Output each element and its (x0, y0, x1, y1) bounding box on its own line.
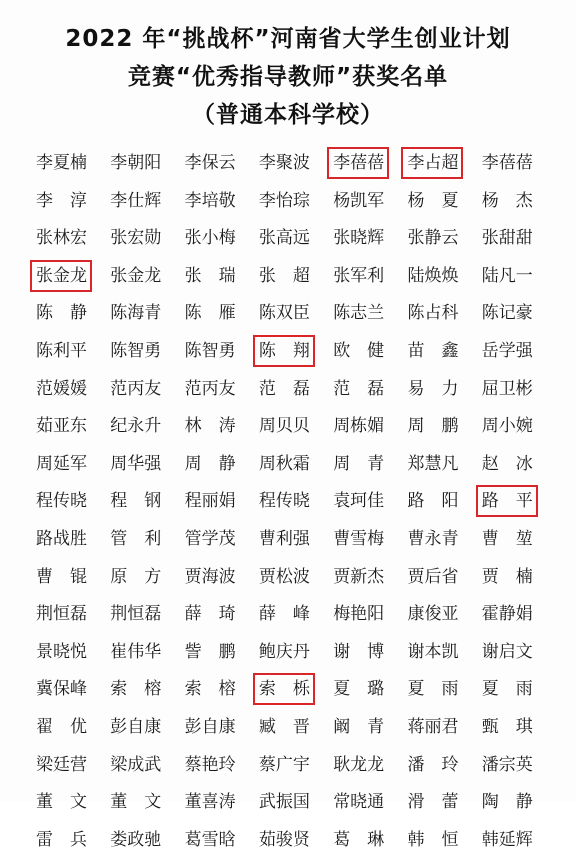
name-cell (478, 295, 552, 333)
teacher-name: 杨凯军 (333, 190, 385, 211)
name-cell (32, 596, 106, 634)
teacher-name: 夏 雨 (407, 679, 459, 700)
teacher-name: 谢启文 (481, 641, 533, 662)
teacher-name: 李聚波 (258, 153, 310, 173)
name-cell (329, 220, 403, 258)
name-cell (32, 483, 106, 521)
teacher-name: 张高远 (258, 228, 310, 249)
teacher-name: 程传晓 (258, 491, 310, 512)
name-cell (403, 220, 477, 258)
teacher-name: 蔡广宇 (258, 754, 310, 775)
name-cell (255, 709, 329, 747)
teacher-name: 陶 静 (481, 792, 533, 813)
teacher-name: 曹永青 (407, 528, 459, 549)
name-cell (403, 784, 477, 822)
teacher-name: 冀保峰 (36, 679, 87, 700)
name-cell (403, 295, 477, 333)
name-cell (181, 220, 255, 258)
name-cell (329, 408, 403, 446)
name-cell (32, 408, 106, 446)
teacher-name: 周秋霜 (258, 453, 310, 474)
name-cell (255, 747, 329, 785)
award-names-table (32, 145, 552, 859)
teacher-name: 周 静 (184, 453, 236, 474)
teacher-name: 荆恒磊 (36, 604, 87, 625)
teacher-name: 梁成武 (110, 754, 162, 775)
name-cell (181, 784, 255, 822)
teacher-name: 范 磊 (258, 378, 310, 399)
name-cell (478, 784, 552, 822)
teacher-name: 袁珂佳 (333, 491, 385, 512)
name-cell (255, 258, 329, 296)
name-cell (403, 408, 477, 446)
teacher-name: 周延军 (36, 453, 87, 474)
teacher-name: 武振国 (258, 792, 310, 813)
teacher-name: 康俊亚 (407, 604, 459, 625)
teacher-name: 郑慧凡 (407, 453, 459, 474)
teacher-name: 李蓓蓓 (329, 149, 387, 177)
name-cell (329, 784, 403, 822)
teacher-name: 訾 鹏 (184, 641, 236, 662)
teacher-name: 苗 鑫 (407, 340, 459, 361)
name-cell (32, 747, 106, 785)
name-cell (329, 371, 403, 409)
name-cell (255, 822, 329, 859)
name-cell (181, 371, 255, 409)
name-cell (478, 634, 552, 672)
name-cell (181, 295, 255, 333)
name-cell (403, 521, 477, 559)
teacher-name: 欧 健 (333, 340, 385, 361)
teacher-name: 张小梅 (184, 228, 236, 249)
teacher-name: 彭自康 (184, 716, 236, 737)
teacher-name: 路 平 (478, 487, 536, 515)
name-cell (106, 333, 180, 371)
name-cell (106, 709, 180, 747)
name-cell (181, 408, 255, 446)
name-cell (106, 483, 180, 521)
teacher-name: 常晓通 (333, 792, 385, 813)
name-cell (255, 295, 329, 333)
teacher-name: 程 钢 (110, 491, 162, 512)
teacher-name: 贾新杰 (333, 566, 385, 587)
name-cell (329, 333, 403, 371)
teacher-name: 曹利强 (258, 528, 310, 549)
teacher-name: 程丽娟 (184, 491, 236, 512)
name-cell (181, 183, 255, 221)
teacher-name: 谢 博 (333, 641, 385, 662)
name-cell (403, 183, 477, 221)
name-cell (181, 747, 255, 785)
highlighted-name-cell (478, 483, 552, 521)
name-cell (478, 408, 552, 446)
teacher-name: 张金龙 (32, 262, 90, 290)
name-cell (329, 596, 403, 634)
name-cell (403, 371, 477, 409)
teacher-name: 臧 晋 (258, 716, 310, 737)
teacher-name: 贾海波 (184, 566, 236, 587)
teacher-name: 杨 杰 (481, 190, 533, 211)
name-cell (181, 483, 255, 521)
name-cell (478, 371, 552, 409)
name-cell (106, 822, 180, 859)
teacher-name: 滑 蕾 (407, 792, 459, 813)
teacher-name: 李仕辉 (110, 190, 162, 211)
name-cell (32, 145, 106, 183)
name-cell (403, 634, 477, 672)
name-cell (255, 371, 329, 409)
name-cell (255, 559, 329, 597)
teacher-name: 索 榕 (184, 679, 236, 700)
name-cell (106, 145, 180, 183)
teacher-name: 纪永升 (110, 416, 162, 437)
teacher-name: 彭自康 (110, 716, 162, 737)
teacher-name: 蔡艳玲 (184, 754, 236, 775)
name-cell (403, 258, 477, 296)
name-cell (478, 446, 552, 484)
name-cell (32, 446, 106, 484)
teacher-name: 薛 琦 (184, 604, 236, 625)
teacher-name: 梅艳阳 (333, 604, 385, 625)
teacher-name: 张甜甜 (481, 228, 533, 249)
teacher-name: 陈志兰 (333, 303, 385, 324)
teacher-name: 霍静娟 (481, 604, 533, 625)
teacher-name: 李朝阳 (110, 153, 162, 173)
name-cell (478, 521, 552, 559)
teacher-name: 张林宏 (36, 228, 87, 249)
teacher-name: 索 榕 (110, 679, 162, 700)
teacher-name: 董喜涛 (184, 792, 236, 813)
name-cell (32, 371, 106, 409)
name-cell (478, 183, 552, 221)
name-cell (181, 559, 255, 597)
name-cell (181, 671, 255, 709)
name-cell (478, 220, 552, 258)
teacher-name: 周华强 (110, 453, 162, 474)
teacher-name: 董 文 (110, 792, 162, 813)
teacher-name: 李蓓蓓 (481, 153, 533, 173)
teacher-name: 景晓悦 (36, 641, 87, 662)
teacher-name: 杨 夏 (407, 190, 459, 211)
name-cell (329, 709, 403, 747)
teacher-name: 陈利平 (36, 340, 87, 361)
teacher-name: 周 鹏 (407, 416, 459, 437)
teacher-name: 张 超 (258, 265, 310, 286)
name-cell (106, 371, 180, 409)
teacher-name: 范媛媛 (36, 378, 87, 399)
teacher-name: 陈 翔 (255, 337, 313, 365)
teacher-name: 陆凡一 (481, 265, 533, 286)
teacher-name: 陈海青 (110, 303, 162, 324)
teacher-name: 韩 恒 (407, 829, 459, 850)
teacher-name: 贾松波 (258, 566, 310, 587)
teacher-name: 茹亚东 (36, 416, 87, 437)
name-cell (478, 258, 552, 296)
teacher-name: 娄政驰 (110, 829, 162, 850)
teacher-name: 周贝贝 (258, 416, 310, 437)
document-title (0, 20, 576, 134)
teacher-name: 夏 璐 (333, 679, 385, 700)
name-cell (255, 784, 329, 822)
name-cell (181, 521, 255, 559)
teacher-name: 董 文 (36, 792, 87, 813)
teacher-name: 陈 静 (36, 303, 87, 324)
name-cell (181, 596, 255, 634)
teacher-name: 蒋丽君 (407, 716, 459, 737)
name-cell (106, 258, 180, 296)
name-cell (329, 634, 403, 672)
title-line-2: 竞赛“优秀指导教师”获奖名单 (127, 64, 449, 90)
name-cell (106, 295, 180, 333)
name-cell (106, 596, 180, 634)
name-cell (478, 145, 552, 183)
name-cell (329, 559, 403, 597)
name-cell (255, 183, 329, 221)
name-cell (32, 333, 106, 371)
teacher-name: 陈双臣 (258, 303, 310, 324)
teacher-name: 屈卫彬 (481, 378, 533, 399)
name-cell (478, 333, 552, 371)
teacher-name: 潘宗英 (481, 754, 533, 775)
teacher-name: 茹骏贤 (258, 829, 310, 850)
name-cell (403, 596, 477, 634)
highlighted-name-cell (32, 258, 106, 296)
teacher-name: 张军利 (333, 265, 385, 286)
teacher-name: 谢本凯 (407, 641, 459, 662)
teacher-name: 陆焕焕 (407, 265, 459, 286)
teacher-name: 张宏勋 (110, 228, 162, 249)
name-cell (106, 446, 180, 484)
teacher-name: 范 磊 (333, 378, 385, 399)
name-cell (478, 709, 552, 747)
name-cell (32, 709, 106, 747)
teacher-name: 路战胜 (36, 528, 87, 549)
teacher-name: 陈占科 (407, 303, 459, 324)
highlighted-name-cell (403, 145, 477, 183)
teacher-name: 贾 楠 (481, 566, 533, 587)
teacher-name: 梁廷营 (36, 754, 87, 775)
teacher-name: 陈智勇 (184, 340, 236, 361)
teacher-name: 管学茂 (184, 528, 236, 549)
name-cell (329, 822, 403, 859)
teacher-name: 甄 琪 (481, 716, 533, 737)
name-cell (255, 408, 329, 446)
teacher-name: 张 瑞 (184, 265, 236, 286)
name-cell (181, 634, 255, 672)
teacher-name: 林 涛 (184, 416, 236, 437)
name-cell (255, 145, 329, 183)
highlighted-name-cell (255, 333, 329, 371)
name-cell (106, 521, 180, 559)
teacher-name: 鲍庆丹 (258, 641, 310, 662)
teacher-name: 张晓辉 (333, 228, 385, 249)
teacher-name: 夏 雨 (481, 679, 533, 700)
teacher-name: 范丙友 (110, 378, 162, 399)
name-cell (403, 709, 477, 747)
teacher-name: 陈记豪 (481, 303, 533, 324)
teacher-name: 翟 优 (36, 716, 87, 737)
name-cell (106, 183, 180, 221)
teacher-name: 岳学强 (481, 340, 533, 361)
name-cell (329, 446, 403, 484)
teacher-name: 周栋媚 (333, 416, 385, 437)
teacher-name: 阚 青 (333, 716, 385, 737)
name-cell (255, 220, 329, 258)
teacher-name: 易 力 (407, 378, 459, 399)
highlighted-name-cell (255, 671, 329, 709)
title-line-1: 2022 年“挑战杯”河南省大学生创业计划 (65, 26, 511, 52)
teacher-name: 管 利 (110, 528, 162, 549)
teacher-name: 程传晓 (36, 491, 87, 512)
title-line-3: （普通本科学校） (192, 102, 384, 128)
name-cell (403, 747, 477, 785)
teacher-name: 李怡琮 (258, 190, 310, 211)
teacher-name: 周小婉 (481, 416, 533, 437)
name-cell (32, 822, 106, 859)
name-cell (329, 295, 403, 333)
teacher-name: 路 阳 (407, 491, 459, 512)
teacher-name: 李夏楠 (36, 153, 87, 173)
name-cell (181, 822, 255, 859)
teacher-name: 张静云 (407, 228, 459, 249)
name-cell (32, 559, 106, 597)
teacher-name: 周 青 (333, 453, 385, 474)
name-cell (181, 258, 255, 296)
name-cell (478, 596, 552, 634)
name-cell (255, 596, 329, 634)
name-cell (181, 446, 255, 484)
name-cell (329, 671, 403, 709)
teacher-name: 索 栎 (255, 675, 313, 703)
name-cell (255, 634, 329, 672)
name-cell (106, 559, 180, 597)
teacher-name: 曹 锟 (36, 566, 87, 587)
teacher-name: 曹雪梅 (333, 528, 385, 549)
name-cell (403, 822, 477, 859)
name-cell (181, 709, 255, 747)
name-cell (329, 183, 403, 221)
teacher-name: 葛雪晗 (184, 829, 236, 850)
teacher-name: 薛 峰 (258, 604, 310, 625)
name-cell (478, 747, 552, 785)
name-cell (329, 483, 403, 521)
teacher-name: 韩延辉 (481, 829, 533, 850)
teacher-name: 葛 琳 (333, 829, 385, 850)
teacher-name: 李保云 (184, 153, 236, 173)
teacher-name: 崔伟华 (110, 641, 162, 662)
name-cell (106, 408, 180, 446)
teacher-name: 荆恒磊 (110, 604, 162, 625)
teacher-name: 耿龙龙 (333, 754, 385, 775)
teacher-name: 原 方 (110, 566, 162, 587)
name-cell (32, 634, 106, 672)
teacher-name: 曹 堃 (481, 528, 533, 549)
teacher-name: 陈智勇 (110, 340, 162, 361)
name-cell (478, 671, 552, 709)
name-cell (403, 671, 477, 709)
name-cell (403, 446, 477, 484)
name-cell (106, 747, 180, 785)
name-cell (255, 483, 329, 521)
teacher-name: 张金龙 (110, 265, 162, 286)
teacher-name: 李 淳 (36, 190, 87, 211)
name-cell (106, 784, 180, 822)
name-cell (181, 145, 255, 183)
teacher-name: 范丙友 (184, 378, 236, 399)
name-cell (329, 258, 403, 296)
teacher-name: 雷 兵 (36, 829, 87, 850)
name-cell (32, 521, 106, 559)
name-cell (329, 747, 403, 785)
name-cell (181, 333, 255, 371)
name-cell (106, 634, 180, 672)
name-cell (478, 559, 552, 597)
teacher-name: 潘 玲 (407, 754, 459, 775)
name-cell (403, 559, 477, 597)
teacher-name: 贾后省 (407, 566, 459, 587)
name-cell (403, 333, 477, 371)
name-cell (32, 220, 106, 258)
name-cell (32, 784, 106, 822)
name-cell (478, 822, 552, 859)
name-cell (32, 183, 106, 221)
name-cell (329, 521, 403, 559)
teacher-name: 李培敬 (184, 190, 236, 211)
name-cell (32, 671, 106, 709)
teacher-name: 陈 雁 (184, 303, 236, 324)
name-cell (403, 483, 477, 521)
teacher-name: 李占超 (403, 149, 461, 177)
name-cell (106, 220, 180, 258)
highlighted-name-cell (329, 145, 403, 183)
teacher-name: 赵 冰 (481, 453, 533, 474)
name-cell (255, 446, 329, 484)
name-cell (106, 671, 180, 709)
name-cell (32, 295, 106, 333)
name-cell (255, 521, 329, 559)
